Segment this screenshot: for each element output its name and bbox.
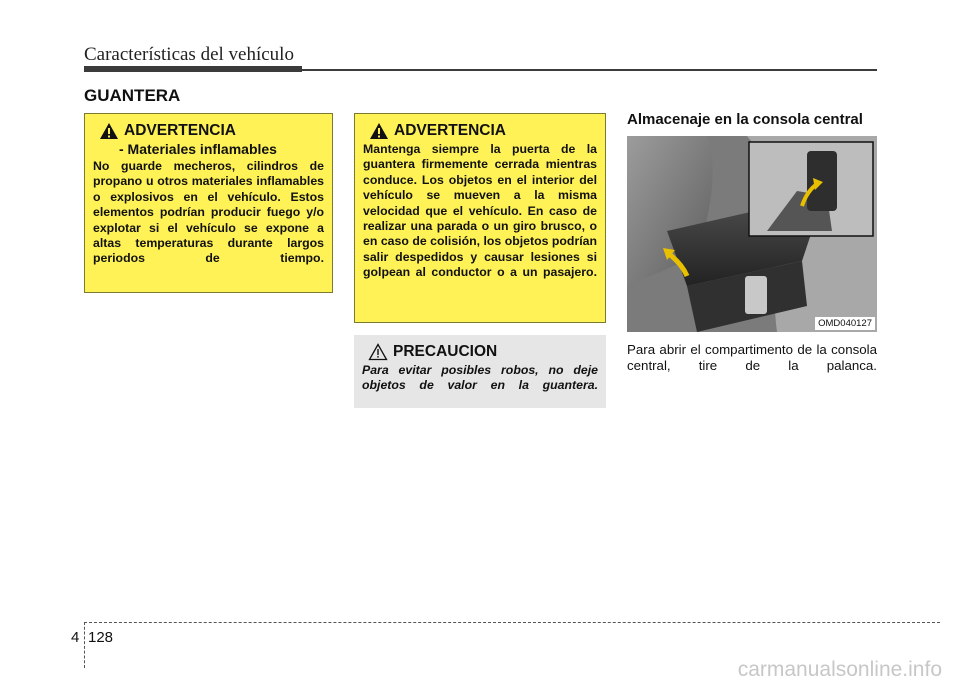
footer-rule [84,622,940,623]
section-title: GUANTERA [84,86,181,105]
image-code-label: OMD040127 [815,317,875,330]
center-console-illustration [627,136,877,332]
caution-triangle-icon [368,343,388,361]
warning-subtitle: - Materiales inflamables [119,141,277,157]
console-photo [627,136,877,332]
page-number: 128 [88,629,114,646]
footer-divider [84,622,85,668]
warning-text: No guarde mecheros, cilindros de propano u otros materiales inflamables o explosivos en el vehículo. Estos elementos podrían producir fuego y/o explotar si el vehículo se expone a altas temperaturas durante largos periodos de tiempo. [93,159,324,266]
warning-title: ADVERTENCIA [394,122,506,139]
warning-box-glovebox [354,113,606,323]
header-bar [84,66,302,72]
page-header-title: Características del vehículo [84,44,294,65]
console-heading: Almacenaje en la consola central [627,111,863,128]
caution-box [354,335,606,408]
warning-box-head [369,122,597,140]
console-instructions: Para abrir el compartimento de la consola central, tire de la palanca. [627,342,877,373]
watermark: carmanualsonline.info [737,658,942,681]
warning-box-head [99,122,324,140]
warning-box-flammable [84,113,333,293]
chapter-number: 4 [71,629,80,646]
caution-title: PRECAUCION [393,343,498,360]
caution-box-head [368,343,598,361]
caution-text: Para evitar posibles robos, no deje objetos de valor en la guantera. [362,363,598,393]
warning-text: Mantenga siempre la puerta de la guantera firmemente cerrada mientras conduce. Los objetos en el interior del vehículo se mueven a la misma velocidad que el vehículo. En caso de realizar una parada o un giro brusco, o en caso de colisión, los objetos podrían salir despedidos y causar lesiones si golpean al conductor o a un pasajero. [363,142,597,280]
warning-title: ADVERTENCIA [124,122,236,139]
header-rule [302,69,877,71]
warning-triangle-icon [369,122,389,140]
warning-triangle-icon [99,122,119,140]
